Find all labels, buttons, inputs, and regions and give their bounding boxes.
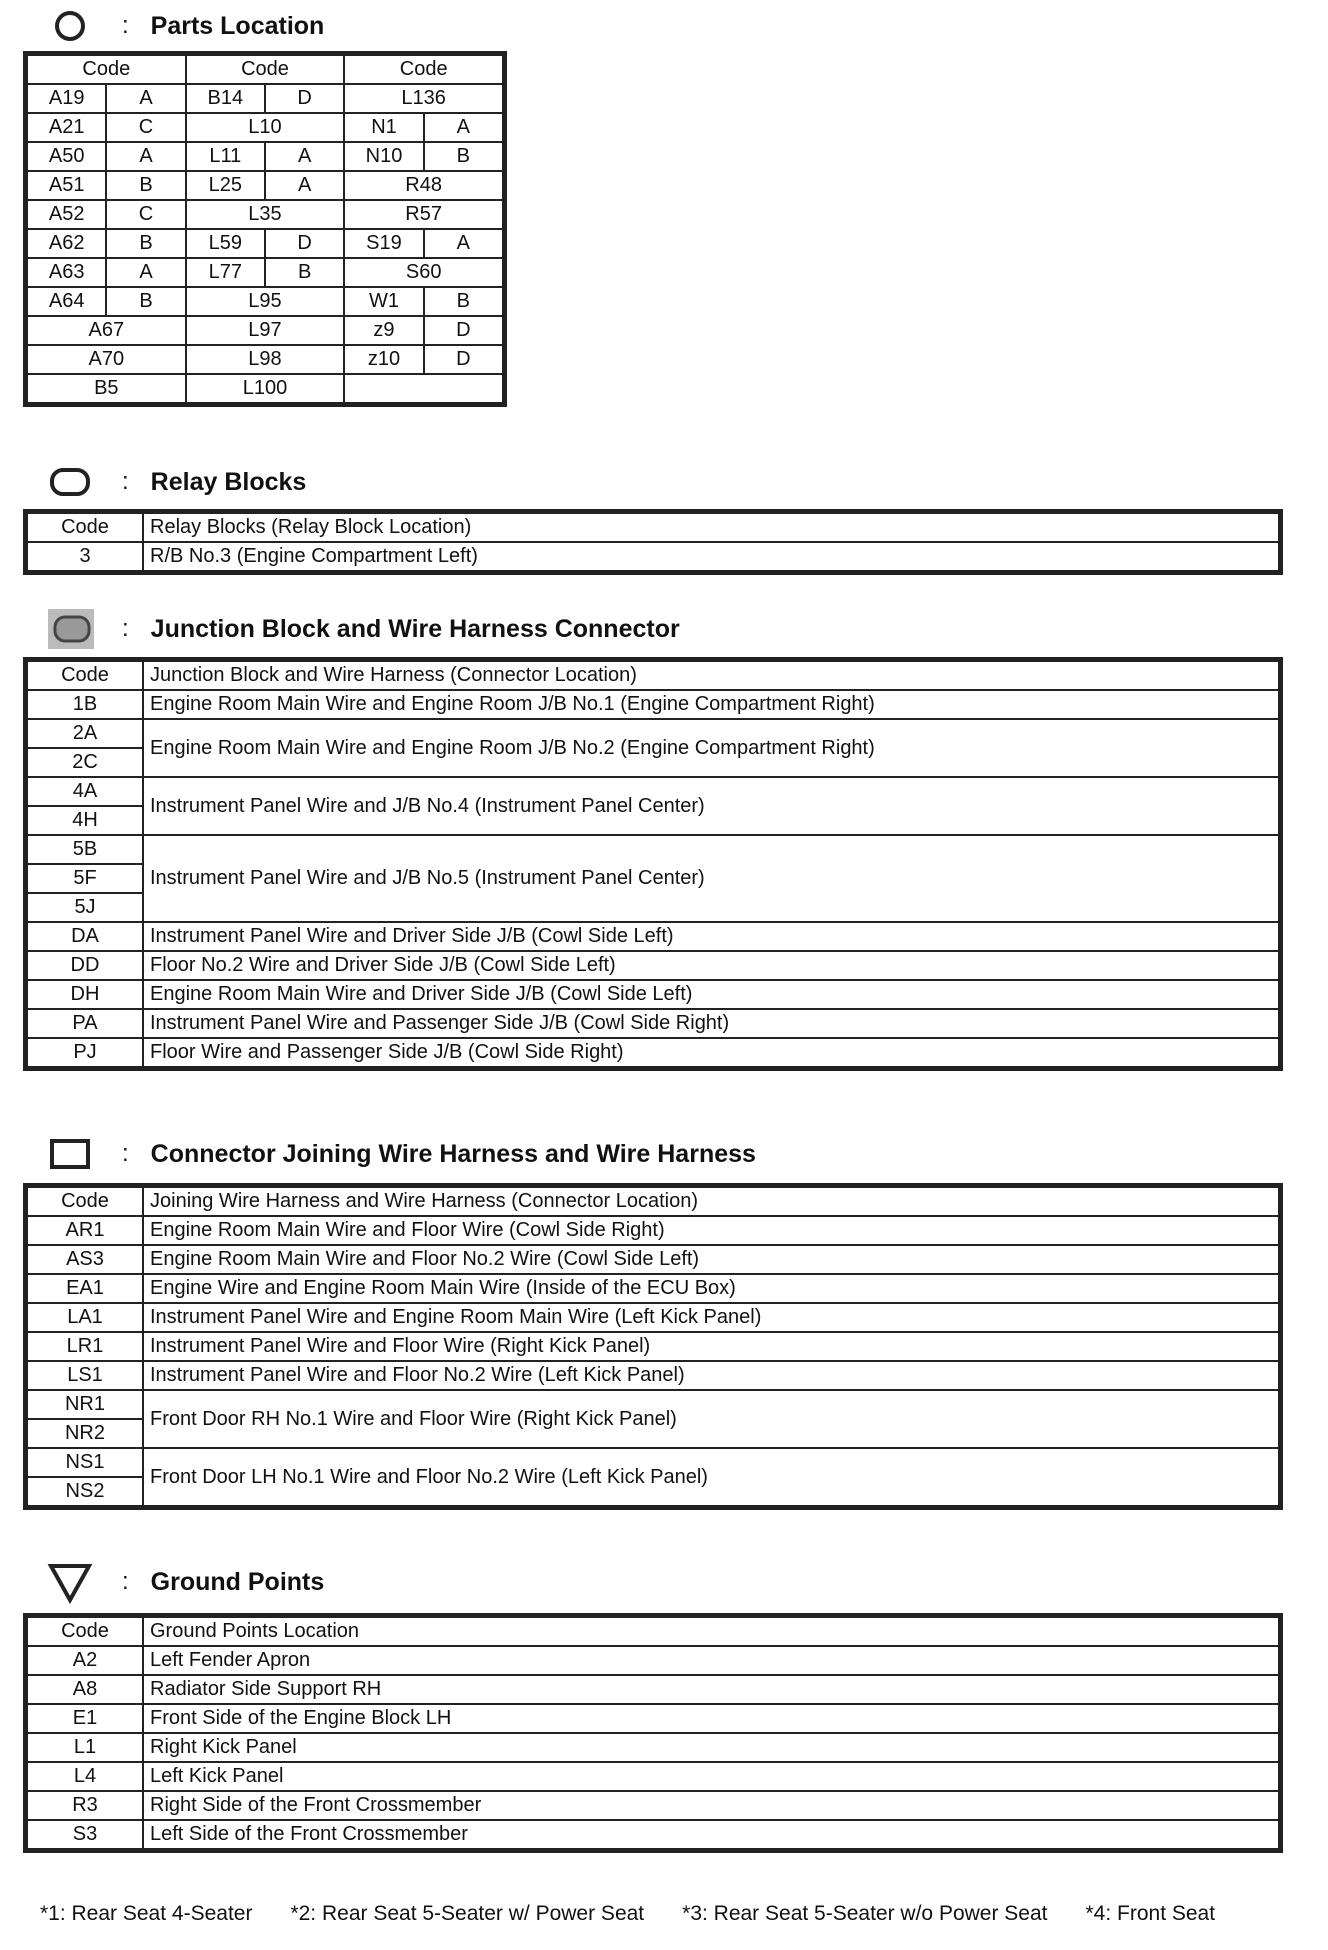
column-header: Code [186,55,345,84]
part-code: z10 [344,345,423,374]
table-row [27,1791,1279,1820]
code-cell: A2 [27,1646,143,1675]
part-code: A64 [27,287,106,316]
code-cell: DA [27,922,143,951]
parts-location-header [46,6,324,46]
code-header: Code [27,1617,143,1646]
part-letter: A [106,258,185,287]
description-cell: Left Side of the Front Crossmember [143,1820,1279,1849]
description-cell: Engine Room Main Wire and Engine Room J/B No.1 (Engine Compartment Right) [143,690,1279,719]
description-cell: Instrument Panel Wire and Floor No.2 Wire (Left Kick Panel) [143,1361,1279,1390]
part-letter: D [265,84,344,113]
table-row [27,1245,1279,1274]
code-cell: 4H [27,806,143,835]
code-header: Code [27,513,143,542]
code-cell: L1 [27,1733,143,1762]
table-row [27,1332,1279,1361]
table-row [27,142,503,171]
description-cell: Instrument Panel Wire and Passenger Side J/B (Cowl Side Right) [143,1009,1279,1038]
part-letter: B [106,287,185,316]
part-code: L59 [186,229,265,258]
description-cell: Right Kick Panel [143,1733,1279,1762]
table-row [27,229,503,258]
part-code: W1 [344,287,423,316]
part-letter: A [265,171,344,200]
code-cell: E1 [27,1704,143,1733]
code-cell: 2A [27,719,143,748]
code-cell: NR1 [27,1390,143,1419]
part-code: A51 [27,171,106,200]
code-cell: 4A [27,777,143,806]
code-cell: S3 [27,1820,143,1849]
part-code: A62 [27,229,106,258]
header-row [27,513,1279,542]
footnote: *2: Rear Seat 5-Seater w/ Power Seat [290,1902,645,1925]
part-code: A63 [27,258,106,287]
part-code [344,374,503,403]
description-cell: Instrument Panel Wire and J/B No.4 (Instrument Panel Center) [143,777,1279,835]
code-cell: DH [27,980,143,1009]
part-letter: C [106,113,185,142]
description-header: Ground Points Location [143,1617,1279,1646]
part-code: A50 [27,142,106,171]
table-row [27,1704,1279,1733]
junction-block-table [26,660,1280,1068]
relay-blocks-table [26,512,1280,572]
colon: : [122,615,129,642]
junction-block-header [46,609,680,649]
part-letter: D [265,229,344,258]
section-title: Parts Location [150,11,325,40]
code-cell: 2C [27,748,143,777]
description-cell: Instrument Panel Wire and Floor Wire (Right Kick Panel) [143,1332,1279,1361]
part-letter: A [265,142,344,171]
description-cell: Engine Room Main Wire and Driver Side J/B (Cowl Side Left) [143,980,1279,1009]
colon: : [122,1568,129,1595]
table-row [27,84,503,113]
part-code: L100 [186,374,345,403]
part-code: B14 [186,84,265,113]
column-header: Code [344,55,503,84]
part-code: A70 [27,345,186,374]
part-code: L10 [186,113,345,142]
code-cell: 1B [27,690,143,719]
description-cell: Floor No.2 Wire and Driver Side J/B (Cowl Side Left) [143,951,1279,980]
code-cell: NR2 [27,1419,143,1448]
code-header: Code [27,1187,143,1216]
code-cell: R3 [27,1791,143,1820]
table-row [27,1390,1279,1419]
part-letter: B [424,142,503,171]
description-header: Junction Block and Wire Harness (Connector Location) [143,661,1279,690]
part-code: L35 [186,200,345,229]
part-code: z9 [344,316,423,345]
colon: : [122,12,129,39]
part-letter: C [106,200,185,229]
code-cell: 5F [27,864,143,893]
header-row [27,1617,1279,1646]
part-letter: B [106,171,185,200]
code-header: Code [27,661,143,690]
column-header: Code [27,55,186,84]
description-cell: Front Door LH No.1 Wire and Floor No.2 Wire (Left Kick Panel) [143,1448,1279,1506]
code-cell: 3 [27,542,143,571]
description-cell: Engine Room Main Wire and Engine Room J/B No.2 (Engine Compartment Right) [143,719,1279,777]
part-code: B5 [27,374,186,403]
description-cell: Instrument Panel Wire and Engine Room Main Wire (Left Kick Panel) [143,1303,1279,1332]
table-row [27,1361,1279,1390]
table-row [27,287,503,316]
table-row [27,690,1279,719]
description-cell: Engine Wire and Engine Room Main Wire (Inside of the ECU Box) [143,1274,1279,1303]
table-row [27,113,503,142]
part-code: A21 [27,113,106,142]
table-row [27,1448,1279,1477]
rounded-rect-icon [46,462,94,502]
table-row [27,719,1279,748]
connector-table [26,1186,1280,1507]
part-code: S19 [344,229,423,258]
part-letter: B [424,287,503,316]
code-cell: EA1 [27,1274,143,1303]
part-code: A19 [27,84,106,113]
table-row [27,835,1279,864]
description-cell: Engine Room Main Wire and Floor No.2 Wire (Cowl Side Left) [143,1245,1279,1274]
code-cell: DD [27,951,143,980]
table-row [27,171,503,200]
relay-blocks-header [46,462,306,502]
description-header: Relay Blocks (Relay Block Location) [143,513,1279,542]
table-row [27,1762,1279,1791]
table-row [27,316,503,345]
table-row [27,1733,1279,1762]
code-cell: A8 [27,1675,143,1704]
description-cell: Instrument Panel Wire and Driver Side J/B (Cowl Side Left) [143,922,1279,951]
part-code: L77 [186,258,265,287]
part-code: L97 [186,316,345,345]
section-title: Relay Blocks [150,467,307,496]
part-code: L98 [186,345,345,374]
part-code: S60 [344,258,503,287]
code-cell: AS3 [27,1245,143,1274]
table-row [27,374,503,403]
part-letter: A [106,142,185,171]
footnote: *4: Front Seat [1085,1902,1216,1925]
part-code: R57 [344,200,503,229]
table-row [27,1646,1279,1675]
code-cell: AR1 [27,1216,143,1245]
table-row [27,1303,1279,1332]
table-row [27,200,503,229]
description-cell: Floor Wire and Passenger Side J/B (Cowl Side Right) [143,1038,1279,1067]
part-code: N10 [344,142,423,171]
connector-header [46,1134,756,1174]
footnote: *3: Rear Seat 5-Seater w/o Power Seat [682,1902,1048,1925]
description-cell: Radiator Side Support RH [143,1675,1279,1704]
section-title: Connector Joining Wire Harness and Wire Harness [150,1139,756,1168]
ground-points-header [46,1562,324,1602]
code-cell: LA1 [27,1303,143,1332]
description-header: Joining Wire Harness and Wire Harness (Connector Location) [143,1187,1279,1216]
colon: : [122,1140,129,1167]
part-letter: A [106,84,185,113]
table-row [27,1009,1279,1038]
table-row [27,1274,1279,1303]
square-icon [46,1134,94,1174]
footnotes [40,1902,1320,1926]
circle-icon [46,6,94,46]
table-row [27,777,1279,806]
description-cell: Left Fender Apron [143,1646,1279,1675]
table-row [27,980,1279,1009]
part-code: L136 [344,84,503,113]
description-cell: Instrument Panel Wire and J/B No.5 (Instrument Panel Center) [143,835,1279,922]
table-row [27,1675,1279,1704]
header-row [27,661,1279,690]
description-cell: Right Side of the Front Crossmember [143,1791,1279,1820]
part-code: L25 [186,171,265,200]
section-title: Junction Block and Wire Harness Connector [150,614,680,643]
part-code: N1 [344,113,423,142]
table-row [27,1820,1279,1849]
colon: : [122,468,129,495]
code-cell: 5J [27,893,143,922]
code-cell: NS1 [27,1448,143,1477]
footnote: *1: Rear Seat 4-Seater [40,1902,253,1925]
code-cell: LR1 [27,1332,143,1361]
part-letter: A [424,113,503,142]
part-code: L11 [186,142,265,171]
part-letter: D [424,316,503,345]
part-code: R48 [344,171,503,200]
part-letter: B [265,258,344,287]
code-cell: 5B [27,835,143,864]
ground-points-table [26,1616,1280,1850]
part-code: A52 [27,200,106,229]
parts-location-table [26,54,504,404]
section-title: Ground Points [150,1567,325,1596]
part-letter: D [424,345,503,374]
table-row [27,345,503,374]
code-cell: NS2 [27,1477,143,1506]
part-code: A67 [27,316,186,345]
code-cell: PA [27,1009,143,1038]
part-letter: A [424,229,503,258]
table-row [27,1038,1279,1067]
table-row [27,951,1279,980]
triangle-icon [46,1562,94,1602]
code-cell: L4 [27,1762,143,1791]
description-cell: Engine Room Main Wire and Floor Wire (Cowl Side Right) [143,1216,1279,1245]
description-cell: R/B No.3 (Engine Compartment Left) [143,542,1279,571]
description-cell: Left Kick Panel [143,1762,1279,1791]
table-row [27,542,1279,571]
part-letter: B [106,229,185,258]
description-cell: Front Side of the Engine Block LH [143,1704,1279,1733]
table-row [27,1216,1279,1245]
table-row [27,258,503,287]
header-row [27,55,503,84]
header-row [27,1187,1279,1216]
part-code: L95 [186,287,345,316]
code-cell: PJ [27,1038,143,1067]
table-row [27,922,1279,951]
description-cell: Front Door RH No.1 Wire and Floor Wire (Right Kick Panel) [143,1390,1279,1448]
code-cell: LS1 [27,1361,143,1390]
shaded-rounded-rect-icon [46,609,94,649]
